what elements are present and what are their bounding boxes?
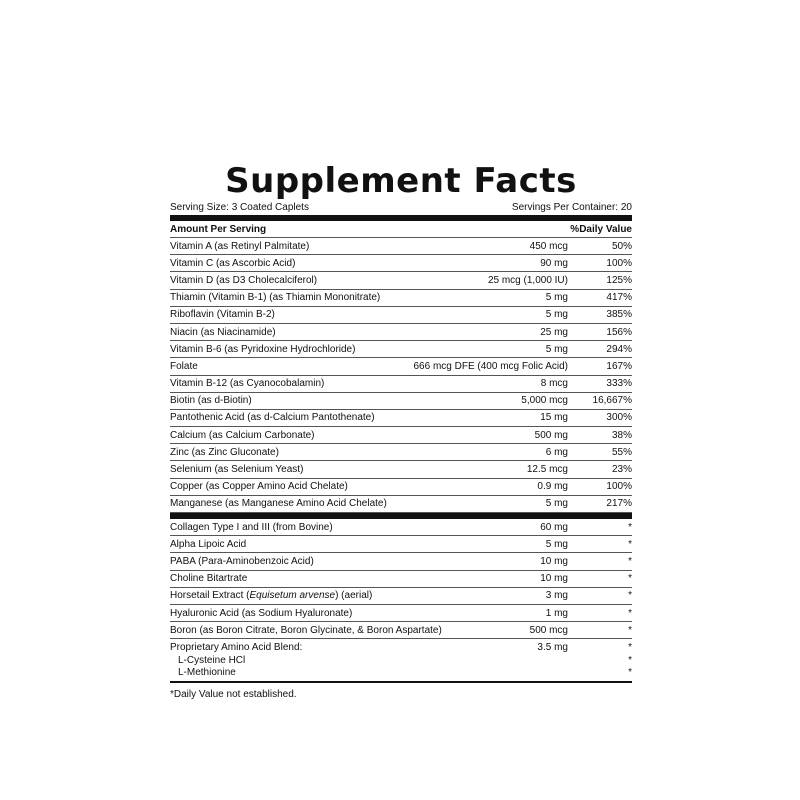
amount-per-serving-header: Amount Per Serving [170, 223, 267, 235]
component-dv: * [628, 667, 632, 679]
nutrient-row [170, 272, 632, 289]
nutrient-row [170, 496, 632, 513]
footnote: *Daily Value not established. [170, 689, 297, 701]
nutrient-amount: 5 mg [545, 538, 568, 550]
nutrient-name: Proprietary Amino Acid Blend: [170, 641, 303, 653]
nutrient-name: PABA (Para-Aminobenzoic Acid) [170, 555, 314, 567]
nutrient-dv: * [628, 641, 632, 653]
serving-size: Serving Size: 3 Coated Caplets [170, 202, 309, 213]
nutrient-row [170, 553, 632, 570]
nutrient-dv: * [628, 590, 632, 602]
nutrient-amount: 15 mg [540, 412, 568, 424]
nutrient-name: Thiamin (Vitamin B-1) (as Thiamin Mononitrate) [170, 292, 381, 304]
nutrient-dv: 125% [606, 274, 632, 286]
nutrient-name: Boron (as Boron Citrate, Boron Glycinate, & Boron Aspartate) [170, 624, 442, 636]
nutrient-row [170, 307, 632, 324]
nutrient-amount: 5 mg [545, 292, 568, 304]
nutrient-row [170, 358, 632, 375]
nutrient-name: Folate [170, 360, 198, 372]
serving-info [170, 201, 632, 215]
nutrient-name: Choline Bitartrate [170, 573, 248, 585]
nutrient-name-part: ) (aerial) [335, 590, 373, 602]
nutrient-amount: 90 mg [540, 257, 568, 269]
nutrient-amount: 5 mg [545, 498, 568, 510]
nutrient-dv: 38% [611, 429, 632, 441]
nutrient-row [170, 427, 632, 444]
nutrient-dv: 217% [606, 498, 632, 510]
nutrient-name: Hyaluronic Acid (as Sodium Hyaluronate) [170, 607, 353, 619]
nutrient-dv: * [628, 607, 632, 619]
nutrient-name: Vitamin B-6 (as Pyridoxine Hydrochloride) [170, 343, 356, 355]
nutrient-amount: 8 mcg [540, 378, 568, 390]
nutrient-row [170, 238, 632, 255]
nutrient-row [170, 571, 632, 588]
nutrient-dv: 417% [606, 292, 632, 304]
nutrient-dv: * [628, 624, 632, 636]
supplement-facts-panel [170, 162, 632, 702]
nutrient-name: Manganese (as Manganese Amino Acid Chelate) [170, 498, 387, 510]
nutrient-dv: 294% [606, 343, 632, 355]
nutrient-amount: 5 mg [545, 309, 568, 321]
nutrient-amount: 10 mg [540, 573, 568, 585]
nutrient-dv: * [628, 538, 632, 550]
nutrient-name-italic: Equisetum arvense [249, 590, 336, 602]
nutrient-row [170, 341, 632, 358]
nutrient-dv: * [628, 573, 632, 585]
nutrient-name: Alpha Lipoic Acid [170, 538, 247, 550]
nutrient-amount: 60 mg [540, 521, 568, 533]
nutrient-name: Selenium (as Selenium Yeast) [170, 464, 304, 476]
nutrient-amount: 10 mg [540, 555, 568, 567]
nutrient-row [170, 519, 632, 536]
servings-per-container: Servings Per Container: 20 [511, 202, 632, 213]
nutrient-dv: * [628, 555, 632, 567]
nutrient-amount: 25 mcg (1,000 IU) [487, 274, 568, 286]
nutrient-dv: 333% [606, 378, 632, 390]
blend-component [170, 667, 632, 683]
nutrient-dv: 100% [606, 481, 632, 493]
nutrient-name-part: Horsetail Extract ( [170, 590, 250, 602]
nutrient-name: Vitamin D (as D3 Cholecalciferol) [170, 274, 318, 286]
nutrient-dv: 167% [606, 360, 632, 372]
nutrient-amount: 25 mg [540, 326, 568, 338]
nutrient-amount: 0.9 mg [537, 481, 568, 493]
component-name: L-Methionine [178, 667, 236, 679]
nutrient-dv: 300% [606, 412, 632, 424]
nutrient-amount: 5,000 mcg [521, 395, 568, 407]
nutrient-name: Vitamin A (as Retinyl Palmitate) [170, 240, 310, 252]
nutrient-amount: 1 mg [545, 607, 568, 619]
daily-value-header: %Daily Value [570, 223, 632, 235]
nutrient-row [170, 444, 632, 461]
nutrient-name: Calcium (as Calcium Carbonate) [170, 429, 315, 441]
nutrient-amount: 500 mg [534, 429, 568, 441]
nutrient-amount: 450 mcg [529, 240, 568, 252]
nutrient-name: Vitamin B-12 (as Cyanocobalamin) [170, 378, 325, 390]
nutrient-name: Zinc (as Zinc Gluconate) [170, 446, 279, 458]
nutrient-row [170, 605, 632, 622]
vitamins-section [170, 238, 632, 513]
nutrient-name: Vitamin C (as Ascorbic Acid) [170, 257, 296, 269]
blend-component [170, 655, 632, 667]
column-header-row [170, 221, 632, 238]
nutrient-name: Riboflavin (Vitamin B-2) [170, 309, 275, 321]
panel-title: Supplement Facts [225, 161, 577, 201]
nutrient-row [170, 290, 632, 307]
nutrient-amount: 5 mg [545, 343, 568, 355]
nutrient-row [170, 393, 632, 410]
nutrient-amount: 666 mcg DFE (400 mcg Folic Acid) [413, 360, 568, 372]
nutrient-row [170, 536, 632, 553]
nutrient-name: Biotin (as d-Biotin) [170, 395, 252, 407]
component-name: L-Cysteine HCl [178, 655, 246, 667]
nutrient-row [170, 324, 632, 341]
nutrient-row [170, 410, 632, 427]
nutrient-row [170, 588, 632, 605]
nutrient-dv: * [628, 521, 632, 533]
nutrient-row [170, 461, 632, 478]
nutrient-name [170, 590, 448, 601]
nutrient-amount: 3.5 mg [537, 641, 568, 653]
nutrient-dv: 156% [606, 326, 632, 338]
other-ingredients-section [170, 519, 632, 639]
nutrient-amount: 12.5 mcg [526, 464, 568, 476]
component-dv: * [628, 655, 632, 667]
nutrient-dv: 16,667% [592, 395, 632, 407]
nutrient-dv: 55% [611, 446, 632, 458]
nutrient-row [170, 479, 632, 496]
nutrient-name: Pantothenic Acid (as d-Calcium Pantothenate) [170, 412, 375, 424]
nutrient-row [170, 255, 632, 272]
nutrient-name: Niacin (as Niacinamide) [170, 326, 276, 338]
blend-row [170, 639, 632, 655]
nutrient-dv: 385% [606, 309, 632, 321]
nutrient-name: Collagen Type I and III (from Bovine) [170, 521, 333, 533]
nutrient-dv: 100% [606, 257, 632, 269]
nutrient-row [170, 376, 632, 393]
nutrient-name: Copper (as Copper Amino Acid Chelate) [170, 481, 348, 493]
nutrient-amount: 3 mg [545, 590, 568, 602]
nutrient-dv: 23% [611, 464, 632, 476]
nutrient-dv: 50% [611, 240, 632, 252]
nutrient-row [170, 622, 632, 639]
nutrient-amount: 500 mcg [529, 624, 568, 636]
nutrient-amount: 6 mg [545, 446, 568, 458]
